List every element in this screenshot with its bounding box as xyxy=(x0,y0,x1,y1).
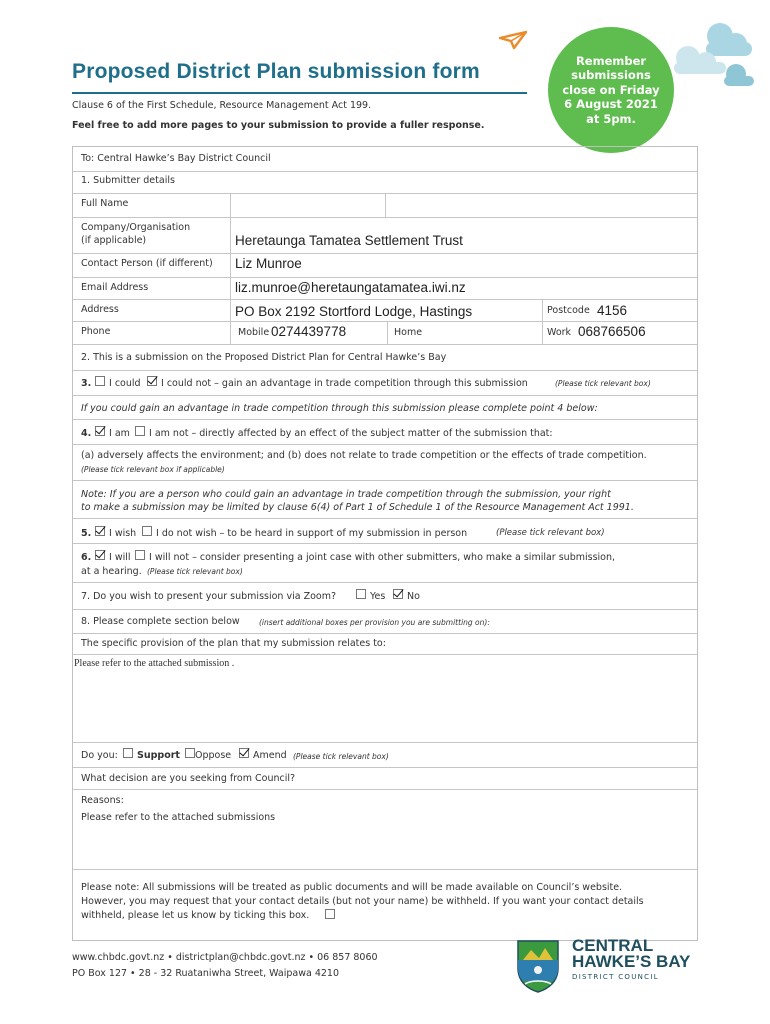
not-wish-label: I do not wish – to be heard in support of my submission in person xyxy=(156,528,468,539)
work-field[interactable]: 068766506 xyxy=(578,324,646,339)
logo-line-1: CENTRAL xyxy=(572,936,654,955)
badge-line-3: close on Friday xyxy=(562,82,660,97)
postcode-label: Postcode xyxy=(547,305,590,316)
privacy-note-line-2: However, you may request that your contact details (but not your name) be withheld. If you want your contact details xyxy=(81,896,644,907)
section-5-number: 5. xyxy=(81,528,92,539)
badge-line-1: Remember xyxy=(575,53,647,68)
clause-text: Clause 6 of the First Schedule, Resource Management Act 199. xyxy=(72,100,372,111)
section-2-text: 2. This is a submission on the Proposed District Plan for Central Hawke’s Bay xyxy=(81,352,447,363)
zoom-no-label: No xyxy=(407,591,420,602)
zoom-yes-checkbox[interactable] xyxy=(356,589,366,599)
trade-note-line-2: to make a submission may be limited by clause 6(4) of Part 1 of Schedule 1 of the Resource Management Act 1991. xyxy=(81,502,634,513)
wish-label: I wish xyxy=(109,528,137,539)
am-not-label: I am not – directly affected by an effect of the subject matter of the submission that: xyxy=(149,428,553,439)
am-not-checkbox[interactable] xyxy=(135,426,145,436)
will-label: I will xyxy=(109,552,131,563)
amend-checkbox[interactable] xyxy=(239,748,249,758)
wish-checkbox[interactable] xyxy=(95,526,105,536)
council-crest-logo xyxy=(515,938,561,994)
decision-label: What decision are you seeking from Council? xyxy=(81,773,296,784)
support-checkbox[interactable] xyxy=(123,748,133,758)
could-not-label: I could not – gain an advantage in trade competition through this submission xyxy=(161,378,528,389)
zoom-yes-label: Yes xyxy=(370,591,386,602)
do-you-label: Do you: xyxy=(81,750,118,761)
section-6-hint: (Please tick relevant box) xyxy=(147,567,243,576)
could-label: I could xyxy=(109,378,141,389)
privacy-note-line-3: withheld, please let us know by ticking this box. xyxy=(81,910,310,921)
address-field[interactable]: PO Box 2192 Stortford Lodge, Hastings xyxy=(235,304,473,319)
footer-contact xyxy=(72,950,378,982)
do-you-hint: (Please tick relevant box) xyxy=(293,752,389,761)
council-logo-text xyxy=(572,938,690,970)
will-not-checkbox[interactable] xyxy=(135,550,145,560)
will-not-label: I will not – consider presenting a joint case with other submitters, who make a similar submission, xyxy=(149,552,616,563)
home-label: Home xyxy=(394,327,423,338)
support-label: Support xyxy=(137,750,180,761)
privacy-note-line-1: Please note: All submissions will be treated as public documents and will be made available on Council’s website. xyxy=(81,882,623,893)
form-title: Proposed District Plan submission form xyxy=(72,60,480,83)
section-4-detail: (a) adversely affects the environment; and (b) does not relate to trade competition or the effects of trade competition. xyxy=(81,450,647,461)
company-field[interactable]: Heretaunga Tamatea Settlement Trust xyxy=(235,233,463,248)
section-1-heading: 1. Submitter details xyxy=(81,175,175,186)
add-pages-note: Feel free to add more pages to your submission to provide a fuller response. xyxy=(72,120,485,131)
logo-line-2: HAWKE’S BAY xyxy=(572,952,691,971)
section-3-note: If you could gain an advantage in trade competition through this submission please complete point 4 below: xyxy=(81,403,598,414)
reasons-label: Reasons: xyxy=(81,795,124,806)
address-label: Address xyxy=(81,304,119,315)
footer-line-2: PO Box 127 • 28 - 32 Ruataniwha Street, Waipawa 4210 xyxy=(72,968,339,979)
contact-person-field[interactable]: Liz Munroe xyxy=(235,256,302,271)
section-6-number: 6. xyxy=(81,552,92,563)
section-4-number: 4. xyxy=(81,428,92,439)
mobile-field[interactable]: 0274439778 xyxy=(271,324,347,339)
submission-form xyxy=(72,146,698,941)
oppose-checkbox[interactable] xyxy=(185,748,195,758)
mobile-label: Mobile xyxy=(238,327,270,338)
postcode-field[interactable]: 4156 xyxy=(597,303,628,318)
section-3-hint: (Please tick relevant box) xyxy=(555,379,651,388)
logo-subtitle: DISTRICT COUNCIL xyxy=(572,973,659,981)
zoom-no-checkbox[interactable] xyxy=(393,589,403,599)
oppose-label: Oppose xyxy=(195,750,232,761)
not-wish-checkbox[interactable] xyxy=(142,526,152,536)
section-8-hint: (insert additional boxes per provision you are submitting on): xyxy=(259,618,490,627)
paper-plane-icon xyxy=(498,30,528,52)
recipient-line: To: Central Hawke’s Bay District Council xyxy=(81,153,271,164)
email-field[interactable]: liz.munroe@heretaungatamatea.iwi.nz xyxy=(235,280,466,295)
amend-label: Amend xyxy=(253,750,287,761)
section-5-hint: (Please tick relevant box) xyxy=(496,528,605,538)
email-label: Email Address xyxy=(81,282,149,293)
badge-line-2: submissions xyxy=(571,68,651,83)
provision-field[interactable]: Please refer to the attached submission . xyxy=(74,658,235,669)
section-4-hint: (Please tick relevant box if applicable) xyxy=(81,465,225,474)
reasons-field[interactable]: Please refer to the attached submissions xyxy=(81,812,276,823)
company-label-line-2: (if applicable) xyxy=(81,235,147,246)
am-checkbox[interactable] xyxy=(95,426,105,436)
phone-label: Phone xyxy=(81,326,111,337)
am-label: I am xyxy=(109,428,130,439)
withhold-details-checkbox[interactable] xyxy=(325,909,335,919)
deadline-badge xyxy=(548,27,674,153)
work-label: Work xyxy=(547,327,572,338)
company-label-line-1: Company/Organisation xyxy=(81,222,191,233)
could-checkbox[interactable] xyxy=(95,376,105,386)
title-divider xyxy=(72,92,527,94)
provision-label: The specific provision of the plan that my submission relates to: xyxy=(81,638,386,649)
footer-line-1: www.chbdc.govt.nz • districtplan@chbdc.govt.nz • 06 857 8060 xyxy=(72,952,378,963)
section-6-line-2: at a hearing. xyxy=(81,566,142,577)
trade-note-line-1: Note: If you are a person who could gain an advantage in trade competition through the submission, your right xyxy=(81,489,611,500)
badge-line-4: 6 August 2021 xyxy=(564,97,658,112)
full-name-label: Full Name xyxy=(81,198,129,209)
section-7-question: 7. Do you wish to present your submission via Zoom? xyxy=(81,591,336,602)
section-3-number: 3. xyxy=(81,378,92,389)
could-not-checkbox[interactable] xyxy=(147,376,157,386)
section-8-heading: 8. Please complete section below xyxy=(81,616,240,627)
will-checkbox[interactable] xyxy=(95,550,105,560)
badge-line-5: at 5pm. xyxy=(586,111,636,126)
contact-person-label: Contact Person (if different) xyxy=(81,258,213,269)
